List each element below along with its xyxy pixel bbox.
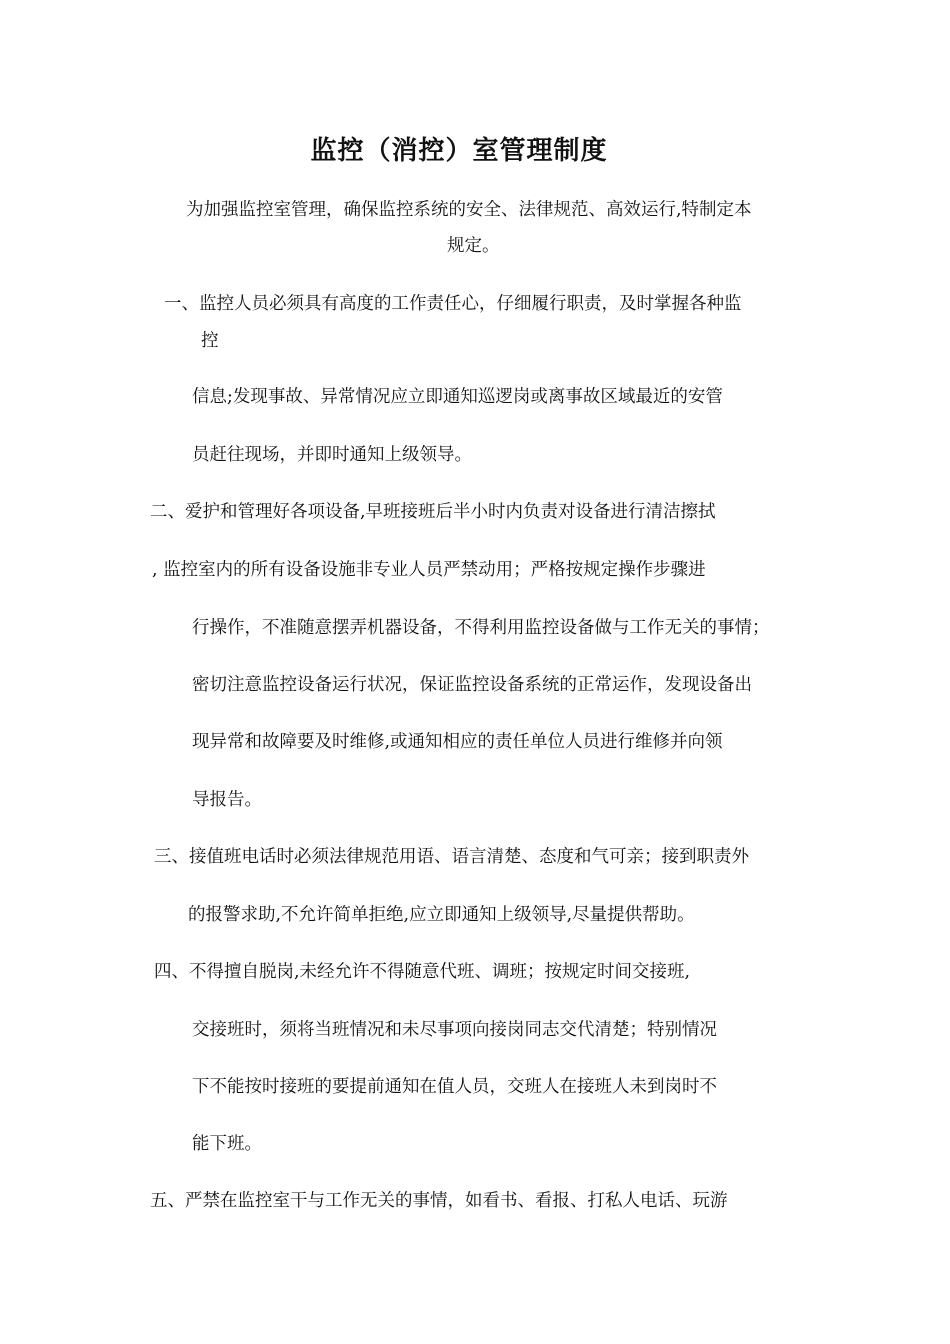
clause-2-line-4: 密切注意监控设备运行状况，保证监控设备系统的正常运作，发现设备出: [192, 675, 752, 695]
clause-5-line-1: 五、严禁在监控室干与工作无关的事情，如看书、看报、打私人电话、玩游: [150, 1191, 728, 1211]
clause-3-line-1: 三、接值班电话时必须法律规范用语、语言清楚、态度和气可亲；接到职责外: [154, 847, 749, 867]
clause-2-line-6: 导报告。: [192, 790, 262, 810]
document-title: 监控（消控）室管理制度: [310, 136, 608, 166]
intro-line-1: 为加强监控室管理，确保监控系统的安全、法律规范、高效运行,特制定本: [186, 200, 752, 220]
intro-line-2: 规定。: [447, 236, 500, 256]
clause-2-line-3: 行操作，不准随意摆弄机器设备，不得利用监控设备做与工作无关的事情；: [192, 618, 770, 638]
clause-3-line-2: 的报警求助,不允许简单拒绝,应立即通知上级领导,尽量提供帮助。: [188, 905, 695, 925]
clause-2-line-1: 二、爱护和管理好各项设备,早班接班后半小时内负责对设备进行清洁擦拭: [150, 502, 716, 522]
clause-4-line-2: 交接班时，须将当班情况和未尽事项向接岗同志交代清楚；特别情况: [192, 1020, 717, 1040]
clause-4-line-3: 下不能按时接班的要提前通知在值人员，交班人在接班人未到岗时不: [192, 1077, 717, 1097]
clause-1-line-1: 一、监控人员必须具有高度的工作责任心，仔细履行职责，及时掌握各种监: [164, 294, 742, 314]
clause-2-line-2: , 监控室内的所有设备设施非专业人员严禁动用；严格按规定操作步骤进: [152, 560, 706, 580]
clause-4-line-1: 四、不得擅自脱岗,未经允许不得随意代班、调班；按规定时间交接班,: [154, 962, 691, 982]
clause-1-line-4: 员赶往现场，并即时通知上级领导。: [192, 445, 472, 465]
clause-4-line-4: 能下班。: [192, 1134, 262, 1154]
clause-2-line-5: 现异常和故障要及时维修,或通知相应的责任单位人员进行维修并向领: [192, 732, 723, 752]
clause-1-line-3: 信息;发现事故、异常情况应立即通知巡逻岗或离事故区域最近的安管: [192, 387, 723, 407]
clause-1-line-2: 控: [201, 331, 219, 351]
